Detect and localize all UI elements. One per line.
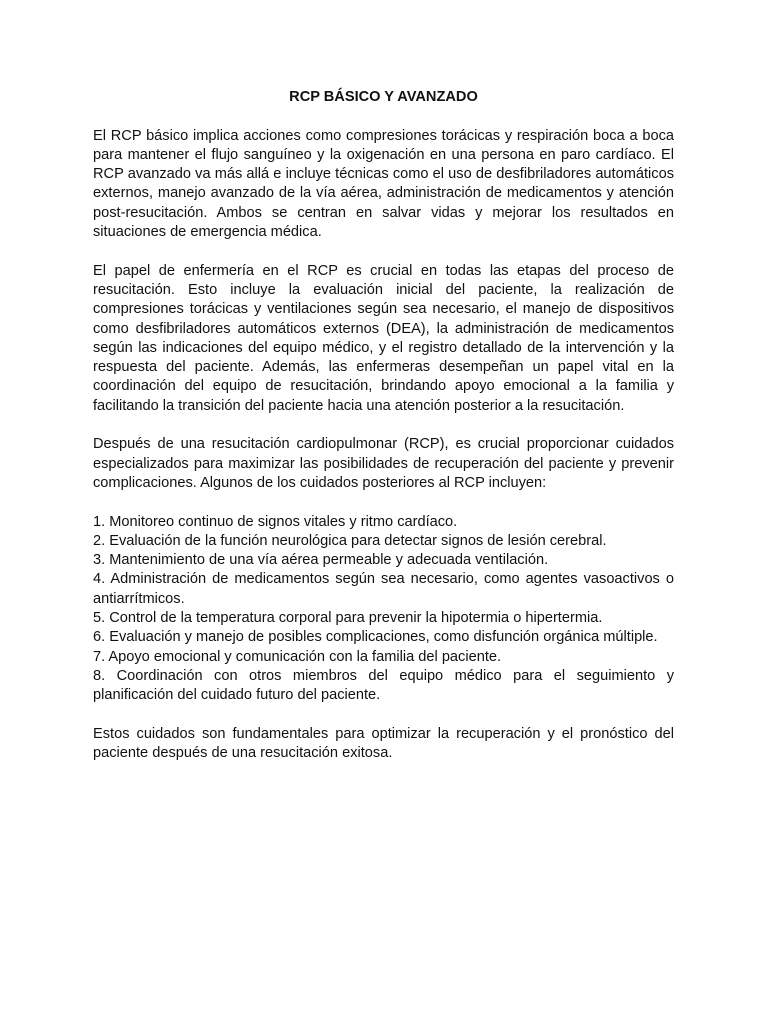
list-item: 7. Apoyo emocional y comunicación con la familia del paciente. xyxy=(93,648,502,665)
paragraph-closing: Estos cuidados son fundamentales para optimizar la recuperación y el pronóstico del paciente después de una resucitación exitosa. xyxy=(93,725,674,762)
list-item: 2. Evaluación de la función neurológica para detectar signos de lesión cerebral. xyxy=(93,532,607,549)
document-content xyxy=(93,88,674,783)
document-title: RCP BÁSICO Y AVANZADO xyxy=(289,89,478,105)
paragraph-nursing-role: El papel de enfermería en el RCP es crucial en todas las etapas del proceso de resucitación. Esto incluye la evaluación inicial del paciente, la realización de compresiones torácicas y ventilaciones según sea necesario, el manejo de dispositivos como desfibriladores automáticos externos (DEA), la administración de medicamentos según las indicaciones del equipo médico, y el registro detallado de la intervención y la respuesta del paciente. Además, las enfermeras desempeñan un papel vital en la coordinación del equipo de resucitación, brindando apoyo emocional a la familia y facilitando la transición del paciente hacia una atención posterior a la resucitación. xyxy=(93,262,674,414)
list-item: 8. Coordinación con otros miembros del equipo médico para el seguimiento y planificación del cuidado futuro del paciente. xyxy=(93,667,674,704)
list-item: 6. Evaluación y manejo de posibles complicaciones, como disfunción orgánica múltiple. xyxy=(93,629,658,646)
list-item: 3. Mantenimiento de una vía aérea permeable y adecuada ventilación. xyxy=(93,552,549,569)
list-item: 4. Administración de medicamentos según sea necesario, como agentes vasoactivos o antiarrítmicos. xyxy=(93,571,674,607)
post-rcp-care-list xyxy=(93,513,674,706)
list-item: 1. Monitoreo continuo de signos vitales y ritmo cardíaco. xyxy=(93,513,458,530)
list-item: 5. Control de la temperatura corporal para prevenir la hipotermia o hipertermia. xyxy=(93,610,603,627)
paragraph-rcp-definition: El RCP básico implica acciones como compresiones torácicas y respiración boca a boca para mantener el flujo sanguíneo y la oxigenación en una persona en paro cardíaco. El RCP avanzado va más allá e incluye técnicas como el uso de desfibriladores automáticos externos, manejo avanzado de la vía aérea, administración de medicamentos y atención post-resucitación. Ambos se centran en salvar vidas y mejorar los resultados en situaciones de emergencia médica. xyxy=(93,127,674,241)
paragraph-post-rcp-care: Después de una resucitación cardiopulmonar (RCP), es crucial proporcionar cuidados especializados para maximizar las posibilidades de recuperación del paciente y prevenir complicaciones. Algunos de los cuidados posteriores al RCP incluyen: xyxy=(93,436,674,491)
